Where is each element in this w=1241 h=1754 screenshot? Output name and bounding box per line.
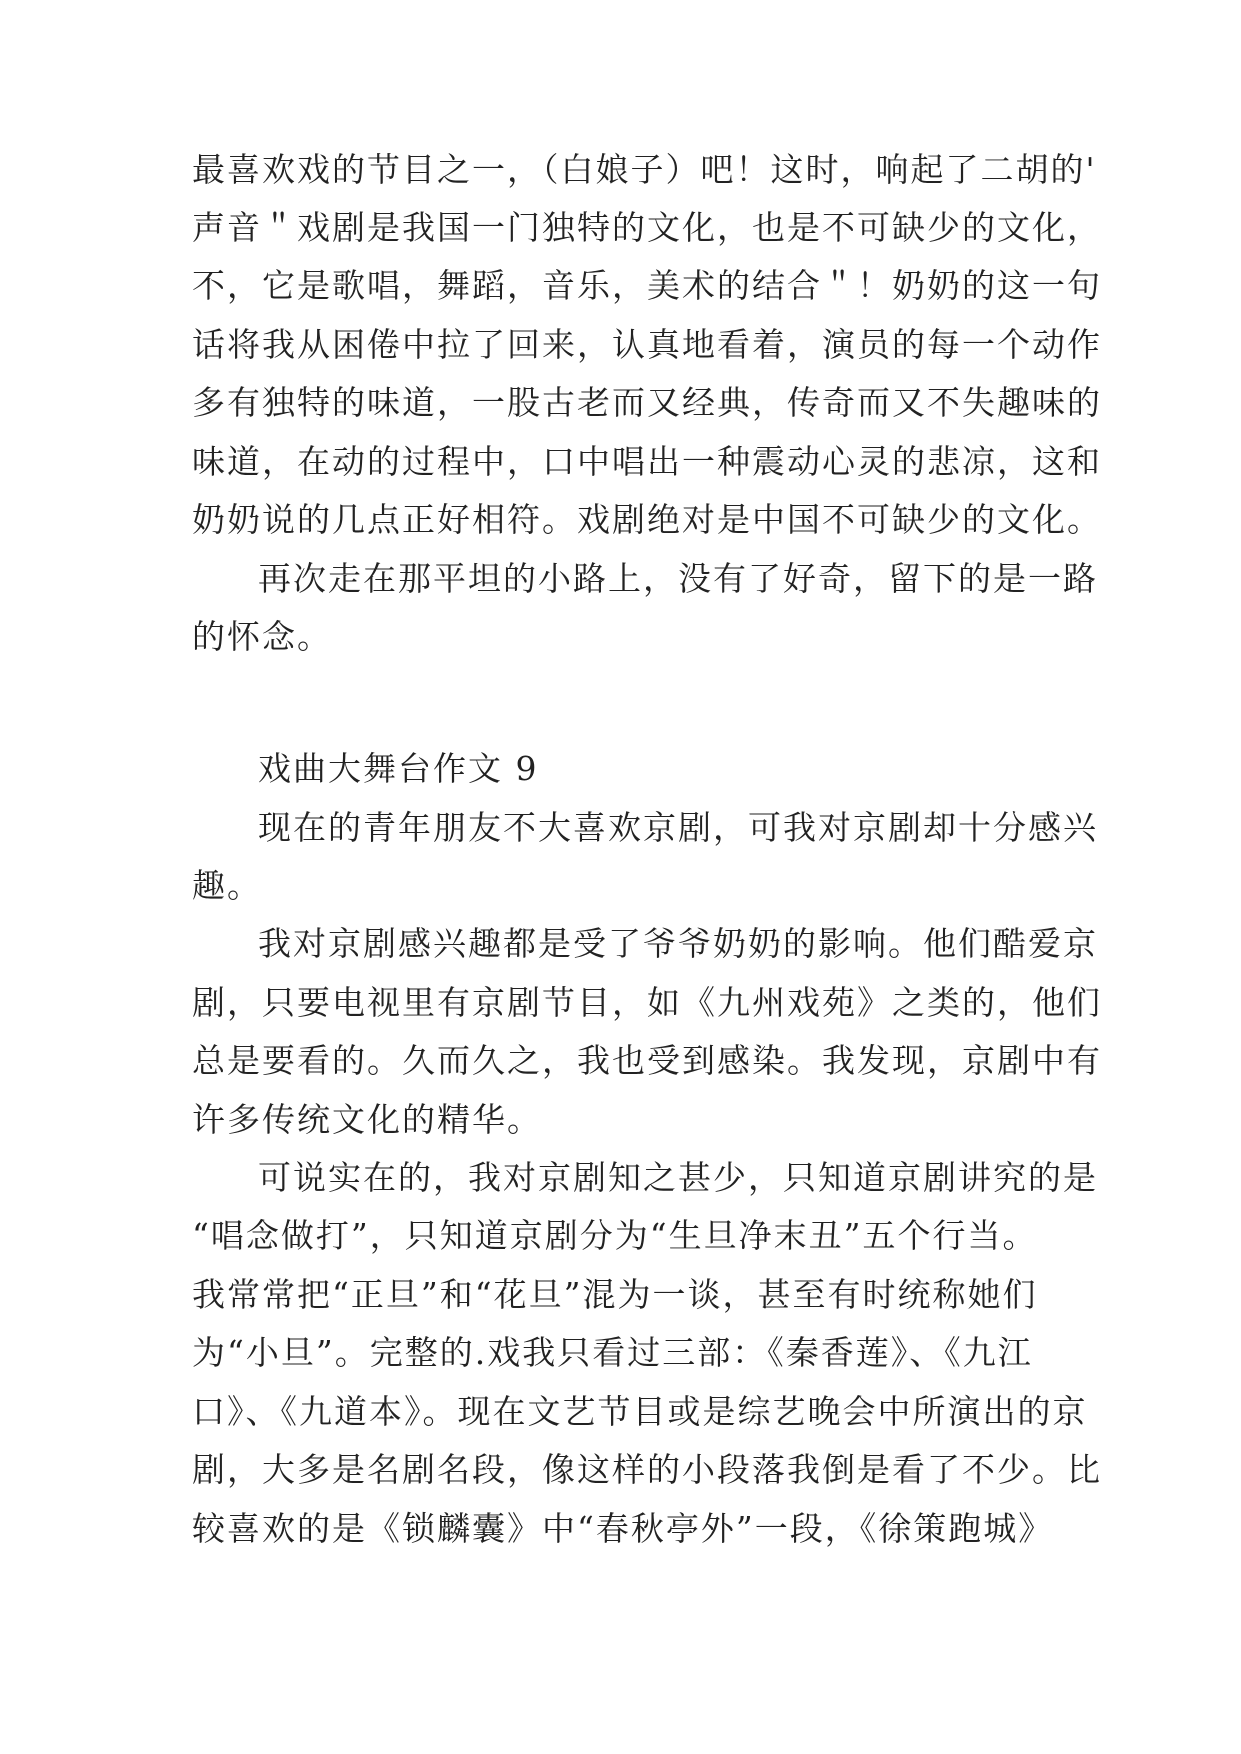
text-line-19: 我常常把“正旦”和“花旦”混为一谈，甚至有时统称她们 bbox=[192, 1275, 1038, 1314]
text-line-1: 最喜欢戏的节目之一，（白娘子）吧！这时，响起了二胡的' bbox=[192, 150, 1097, 189]
text-line-7: 奶奶说的几点正好相符。戏剧绝对是中国不可缺少的文化。 bbox=[192, 500, 1102, 539]
text-line-16: 许多传统文化的精华。 bbox=[192, 1100, 542, 1139]
text-line-20: 为“小旦”。完整的.戏我只看过三部：《秦香莲》、《九江 bbox=[192, 1333, 1033, 1372]
text-line-4: 话将我从困倦中拉了回来，认真地看着，演员的每一个动作 bbox=[192, 325, 1102, 364]
text-line-14: 剧，只要电视里有京剧节目，如《九州戏苑》之类的，他们 bbox=[192, 983, 1102, 1022]
text-line-13: 我对京剧感兴趣都是受了爷爷奶奶的影响。他们酷爱京 bbox=[258, 924, 1098, 963]
text-line-21: 口》、《九道本》。现在文艺节目或是综艺晚会中所演出的京 bbox=[192, 1392, 1088, 1431]
text-line-15: 总是要看的。久而久之，我也受到感染。我发现，京剧中有 bbox=[192, 1041, 1102, 1080]
text-line-18: “唱念做打”，只知道京剧分为“生旦净末丑”五个行当。 bbox=[192, 1216, 1038, 1255]
text-line-3: 不，它是歌唱，舞蹈，音乐，美术的结合＂！奶奶的这一句 bbox=[192, 266, 1102, 305]
text-line-8: 再次走在那平坦的小路上，没有了好奇，留下的是一路 bbox=[258, 559, 1098, 598]
text-line-22: 剧，大多是名剧名段，像这样的小段落我倒是看了不少。比 bbox=[192, 1450, 1102, 1489]
text-line-23: 较喜欢的是《锁麟囊》中“春秋亭外”一段，《徐策跑城》 bbox=[192, 1509, 1054, 1548]
text-line-2: 声音＂戏剧是我国一门独特的文化，也是不可缺少的文化， bbox=[192, 208, 1102, 247]
text-line-6: 味道，在动的过程中，口中唱出一种震动心灵的悲凉，这和 bbox=[192, 442, 1102, 481]
text-line-11: 现在的青年朋友不大喜欢京剧，可我对京剧却十分感兴 bbox=[258, 808, 1098, 847]
text-line-12: 趣。 bbox=[192, 866, 262, 905]
text-line-9: 的怀念。 bbox=[192, 617, 332, 656]
text-line-17: 可说实在的，我对京剧知之甚少，只知道京剧讲究的是 bbox=[258, 1158, 1098, 1197]
section-heading: 戏曲大舞台作文 9 bbox=[258, 749, 539, 788]
text-line-5: 多有独特的味道，一股古老而又经典，传奇而又不失趣味的 bbox=[192, 383, 1102, 422]
